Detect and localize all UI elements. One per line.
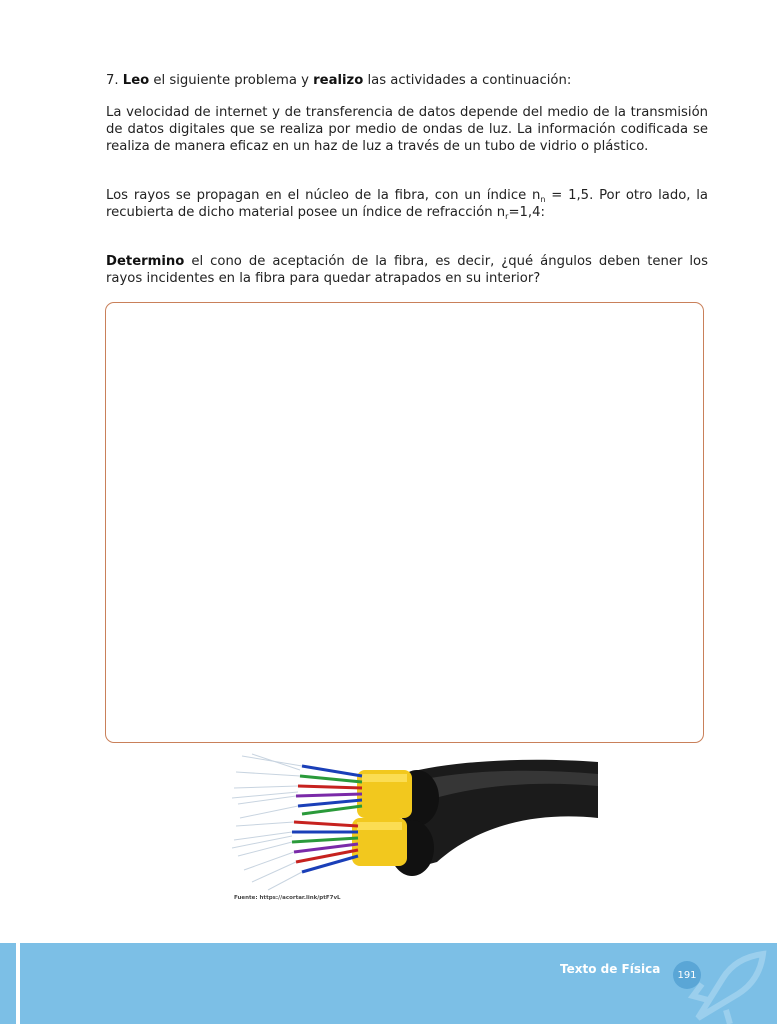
question-verb-realizo: realizo (313, 73, 364, 88)
question-verb-leo: Leo (122, 73, 150, 88)
footer-divider (16, 943, 20, 1024)
refraction-text-2: = 1,5. Por otro lado, la recubierta de dicho material posee un índice de refracción n (106, 188, 709, 220)
page-number: 191 (677, 969, 697, 981)
refraction-paragraph (106, 187, 708, 221)
figure-caption: Fuente: https://acortar.link/ptF7vL (234, 895, 341, 901)
refraction-text-3: =1,4: (508, 205, 545, 220)
fiber-optic-cable-image (232, 752, 598, 892)
book-title: Texto de Física (560, 962, 661, 976)
context-paragraph: La velocidad de internet y de transferencia de datos depende del medio de la transmisión de datos digitales que se realiza por medio de ondas de luz. La información codificada se realiza de manera eficaz en un haz de luz a través de un tubo de vidrio o plástico. (106, 105, 708, 154)
page-number-badge (673, 961, 701, 989)
task-verb: Determino (106, 254, 185, 269)
core-index-subscript: n (540, 195, 546, 204)
question-text-2: las actividades a continuación: (367, 73, 572, 88)
refraction-text-1: Los rayos se propagan en el núcleo de la fibra, con un índice n (106, 188, 541, 203)
cladding-index-subscript: r (505, 212, 509, 221)
answer-box[interactable] (105, 302, 704, 743)
question-text-1: el siguiente problema y (153, 73, 309, 88)
question-number: 7. (106, 73, 119, 88)
task-paragraph (106, 253, 708, 287)
task-text: el cono de aceptación de la fibra, es decir, ¿qué ángulos deben tener los rayos incidentes en la fibra para quedar atrapados en su interior? (106, 254, 708, 286)
question-heading (106, 72, 708, 89)
page-footer (0, 943, 777, 1024)
